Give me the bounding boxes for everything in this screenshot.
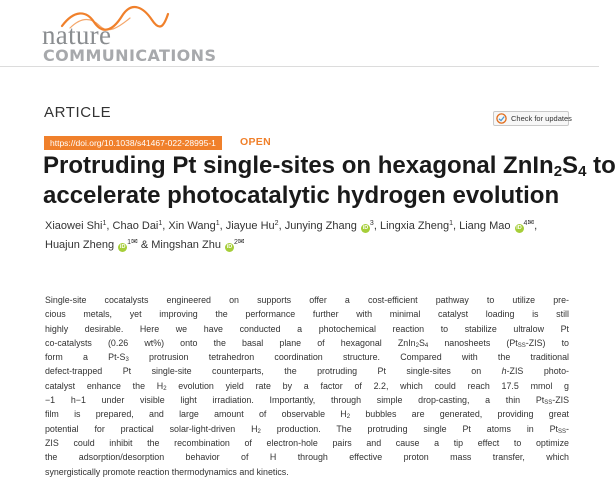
affiliation-number: 1 [449, 220, 453, 227]
author-name[interactable]: Lingxia Zheng [379, 220, 450, 232]
author-name[interactable]: Chao Dai [112, 220, 159, 232]
corresponding-author-envelope-icon[interactable]: ✉ [527, 218, 535, 227]
abstract-line: film is prepared, and large amount of observable $H_2$ bubbles are generated, providing great [45, 409, 569, 421]
open-access-badge: OPEN [240, 136, 271, 148]
check-updates-label: Check for updates [511, 114, 572, 123]
orcid-icon[interactable]: iD [362, 225, 369, 231]
author-separator: & [137, 239, 152, 251]
author-name[interactable]: Xin Wang [168, 220, 216, 232]
journal-name-nature: nature [42, 20, 112, 50]
check-updates-icon [496, 113, 507, 124]
abstract-line: cious metals, yet improving the performance further with minimal catalyst loading is still [45, 309, 569, 320]
abstract-line: Single-site cocatalysts engineered on supports offer a cost-efficient pathway to utilize pre- [45, 295, 569, 305]
author-entry[interactable] [45, 220, 113, 232]
check-for-updates-button[interactable] [493, 111, 572, 126]
affiliation-number: 2 [274, 220, 279, 227]
abstract-line: form a $Pt-S_3$ protrusion tetrahedron coordination structure. Compared with the traditional [45, 352, 569, 364]
author-separator: , [278, 220, 285, 232]
author-entry[interactable] [45, 239, 151, 251]
author-entry[interactable] [226, 220, 285, 232]
article-type-label: ARTICLE [44, 104, 112, 121]
corresponding-author-envelope-icon[interactable]: ✉ [131, 237, 138, 246]
author-list [45, 217, 575, 255]
abstract-line: ZIS could inhibit the recombination of electron-hole pairs and cause a tip effect to optimize [45, 437, 569, 448]
author-name[interactable]: Huajun Zheng [45, 239, 115, 251]
journal-logo[interactable] [42, 8, 217, 65]
author-entry[interactable] [113, 220, 169, 232]
author-name[interactable]: Liang Mao [459, 220, 511, 232]
journal-name-communications: COMMUNICATIONS [43, 46, 217, 65]
orcid-icon[interactable]: iD [226, 244, 233, 250]
title-line-1: Protruding Pt single-sites on hexagonal $ZnIn_2S_4$ to [43, 152, 616, 180]
affiliation-number: 1 [127, 239, 132, 246]
author-entry[interactable] [151, 239, 244, 251]
abstract-line: catalyst enhance the $H_2$ evolution yield rate by a factor of 2.2, which could reach 17.5 mmol g [45, 380, 569, 392]
abstract-line: highly desirable. Here we have conducted a photochemical reaction to stabilize ultralow Pt [45, 323, 569, 334]
doi-link[interactable]: https://doi.org/10.1038/s41467-022-28995-1 [44, 136, 222, 150]
masthead-divider [0, 66, 599, 67]
author-separator: , [534, 220, 538, 232]
author-separator: , [162, 220, 169, 232]
author-entry[interactable] [380, 220, 459, 232]
affiliation-number: 1 [215, 220, 220, 227]
author-entry[interactable] [168, 220, 225, 232]
affiliation-number: 1 [102, 220, 107, 227]
abstract-line: −1 h−1 under visible light irradiation. Importantly, through simple drop-casting, a thin $Pt_{SS}$-ZIS [45, 395, 569, 407]
author-separator: , [106, 220, 113, 232]
author-line-1 [45, 217, 575, 236]
author-separator: , [219, 220, 226, 232]
author-separator: , [373, 220, 380, 232]
author-name[interactable]: Junying Zhang [284, 220, 357, 232]
affiliation-number: 2 [234, 239, 238, 246]
author-entry[interactable] [285, 220, 380, 232]
author-separator: , [452, 220, 460, 232]
corresponding-author-envelope-icon[interactable]: ✉ [237, 237, 245, 246]
abstract-line: potential for practical solar-light-driven $H_2$ production. The protruding single Pt atoms in $Pt_{SS}-$ [45, 423, 569, 435]
author-name[interactable]: Mingshan Zhu [151, 239, 221, 251]
affiliation-number: 4 [523, 220, 528, 227]
abstract-line: defect-trapped Pt single-site counterparts, the protruding Pt single-sites on h-ZIS photo- [45, 366, 569, 377]
author-name[interactable]: Jiayue Hu [225, 220, 275, 232]
article-title [43, 151, 616, 211]
journal-masthead [0, 0, 599, 66]
orcid-icon[interactable]: iD [119, 244, 126, 250]
abstract-line: the adsorption/desorption behavior of H through effective proton mass transfer, which [45, 452, 569, 463]
abstract [45, 293, 569, 479]
author-entry[interactable] [459, 220, 537, 232]
affiliation-number: 3 [369, 220, 374, 227]
orcid-icon[interactable]: iD [516, 225, 522, 231]
abstract-line: co-catalysts (0.26 wt%) onto the basal plane of hexagonal $ZnIn_2S_4$ nanosheets $(Pt_{SS}-ZIS)$ to [45, 337, 569, 349]
title-line-2: accelerate photocatalytic hydrogen evolution [43, 182, 560, 209]
author-line-2 [45, 236, 575, 255]
abstract-line: synergistically promote reaction thermodynamics and kinetics. [45, 466, 289, 477]
author-name[interactable]: Xiaowei Shi [45, 220, 103, 232]
affiliation-number: 1 [158, 220, 163, 227]
